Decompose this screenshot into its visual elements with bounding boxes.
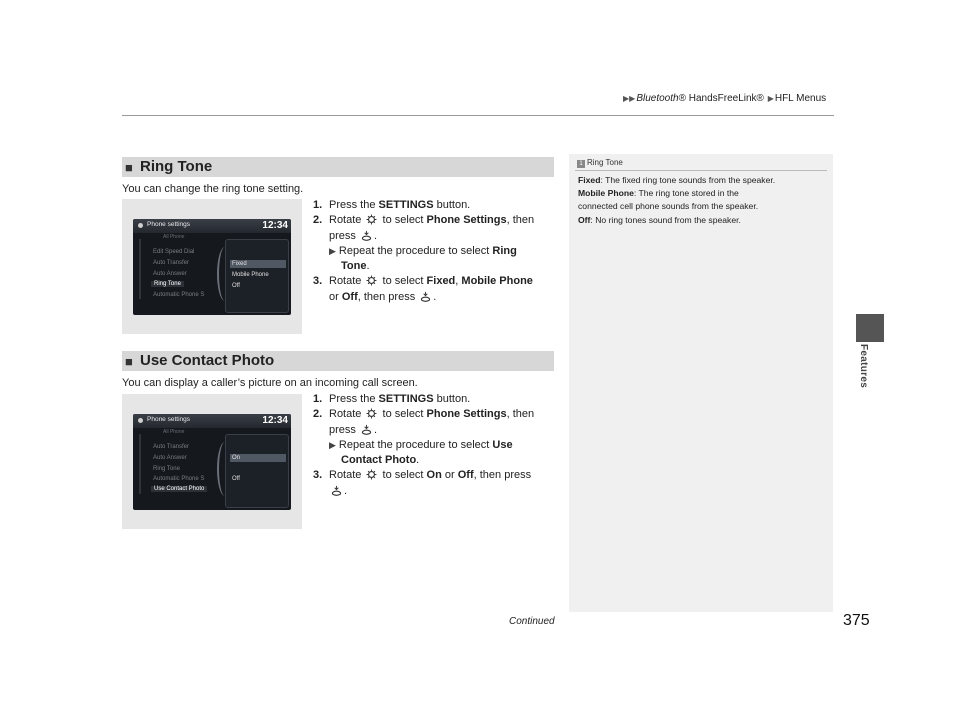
step-3: 3. Rotate to select On or Off, then press . (313, 469, 532, 497)
breadcrumb-item-hfl-menus: HFL Menus (774, 93, 827, 104)
screen-photo-use-contact-photo (122, 394, 302, 529)
chapter-tab-label: Features (858, 344, 869, 389)
screen-clock: 12:34 (262, 220, 288, 231)
option-item: Off (232, 476, 240, 482)
screen-menu-item-selected: Ring Tone (151, 281, 184, 287)
option-popup (225, 239, 289, 313)
substep-arrow-icon: ▶ (329, 245, 336, 256)
step-2: 2. Rotate to select Phone Settings, then press . (313, 214, 535, 242)
step-1: 1. Press the SETTINGS button. (313, 199, 471, 211)
steps-use-contact-photo (313, 392, 558, 499)
screen-menu-item: Automatic Phone S (153, 476, 205, 482)
continued-label: Continued (509, 616, 555, 627)
screen-menu-item: Edit Speed Dial (153, 249, 195, 255)
section-square-icon: ■ (125, 354, 133, 369)
steps-ring-tone (313, 198, 558, 305)
note-line: Fixed: The fixed ring tone sounds from the speaker. (578, 175, 776, 185)
option-popup (225, 434, 289, 508)
screen-menu-item: Auto Transfer (153, 444, 190, 450)
section-intro: You can change the ring tone setting. (122, 183, 304, 195)
step-2-substep: ▶ Repeat the procedure to select Use Contact Photo. (329, 438, 513, 467)
step-2-substep: ▶ Repeat the procedure to select Ring Tone. (329, 244, 517, 273)
header-divider (122, 115, 834, 116)
screen-photo-ring-tone (122, 199, 302, 334)
screen-menu-item: Automatic Phone S (153, 292, 205, 298)
chapter-tab-marker (856, 314, 884, 342)
step-3: 3. Rotate to select Fixed, Mobile Phone or Off, then press . (313, 275, 533, 303)
side-note-panel (569, 154, 833, 612)
screen-title: Phone settings (147, 416, 191, 423)
note-line: Off: No ring tones sound from the speaker. (578, 214, 741, 225)
side-note-divider (575, 170, 827, 171)
breadcrumb-arrow-icon: ▶▶ (623, 94, 636, 103)
page-number: 375 (843, 612, 870, 629)
section-heading-use-contact-photo (122, 351, 554, 371)
phone-icon (138, 418, 143, 423)
screen-scrollbar (139, 239, 141, 299)
option-item: Off (232, 283, 240, 289)
screen-clock: 12:34 (262, 415, 288, 426)
breadcrumb-item-bluetooth: Bluetooth (636, 93, 679, 104)
section-heading-ring-tone (122, 157, 554, 177)
screen-menu-item: Auto Transfer (153, 260, 190, 266)
section-title: Ring Tone (140, 158, 213, 175)
option-item: Mobile Phone (232, 272, 269, 278)
option-item-highlighted: On (230, 454, 286, 462)
section-title: Use Contact Photo (140, 352, 275, 369)
screen-tabs: All Phone (163, 429, 185, 435)
option-item-highlighted: Fixed (230, 260, 286, 268)
screen-menu-item: Ring Tone (153, 466, 180, 472)
screen-menu-item: Auto Answer (153, 455, 187, 461)
selector-knob-icon (366, 275, 377, 286)
substep-arrow-icon: ▶ (329, 439, 336, 450)
audio-display (133, 414, 291, 510)
note-line: Mobile Phone: The ring tone stored in the (578, 188, 739, 199)
press-knob-icon (331, 485, 342, 496)
side-note-body (578, 174, 828, 227)
breadcrumb-arrow-icon: ▶ (767, 94, 774, 103)
side-note-heading: 1 Ring Tone (577, 158, 623, 168)
audio-display (133, 219, 291, 315)
screen-title: Phone settings (147, 221, 191, 228)
press-knob-icon (361, 424, 372, 435)
step-2: 2. Rotate to select Phone Settings, then press . (313, 408, 535, 436)
selector-knob-icon (366, 469, 377, 480)
breadcrumb (622, 93, 826, 104)
selector-knob-icon (366, 214, 377, 225)
screen-scrollbar (139, 434, 141, 494)
step-1: 1. Press the SETTINGS button. (313, 393, 471, 405)
press-knob-icon (361, 230, 372, 241)
section-intro: You can display a caller’s picture on an incoming call screen. (122, 377, 418, 389)
phone-icon (138, 223, 143, 228)
section-square-icon: ■ (125, 160, 133, 175)
breadcrumb-item-handsfreelink: ® HandsFreeLink® (678, 93, 764, 104)
screen-tabs: All Phone (163, 234, 185, 240)
note-line: connected cell phone sounds from the speaker. (578, 201, 759, 212)
screen-menu-item-selected: Use Contact Photo (151, 486, 207, 492)
selector-knob-icon (366, 408, 377, 419)
screen-menu-item: Auto Answer (153, 271, 187, 277)
note-number-badge: 1 (577, 160, 585, 168)
press-knob-icon (420, 291, 431, 302)
